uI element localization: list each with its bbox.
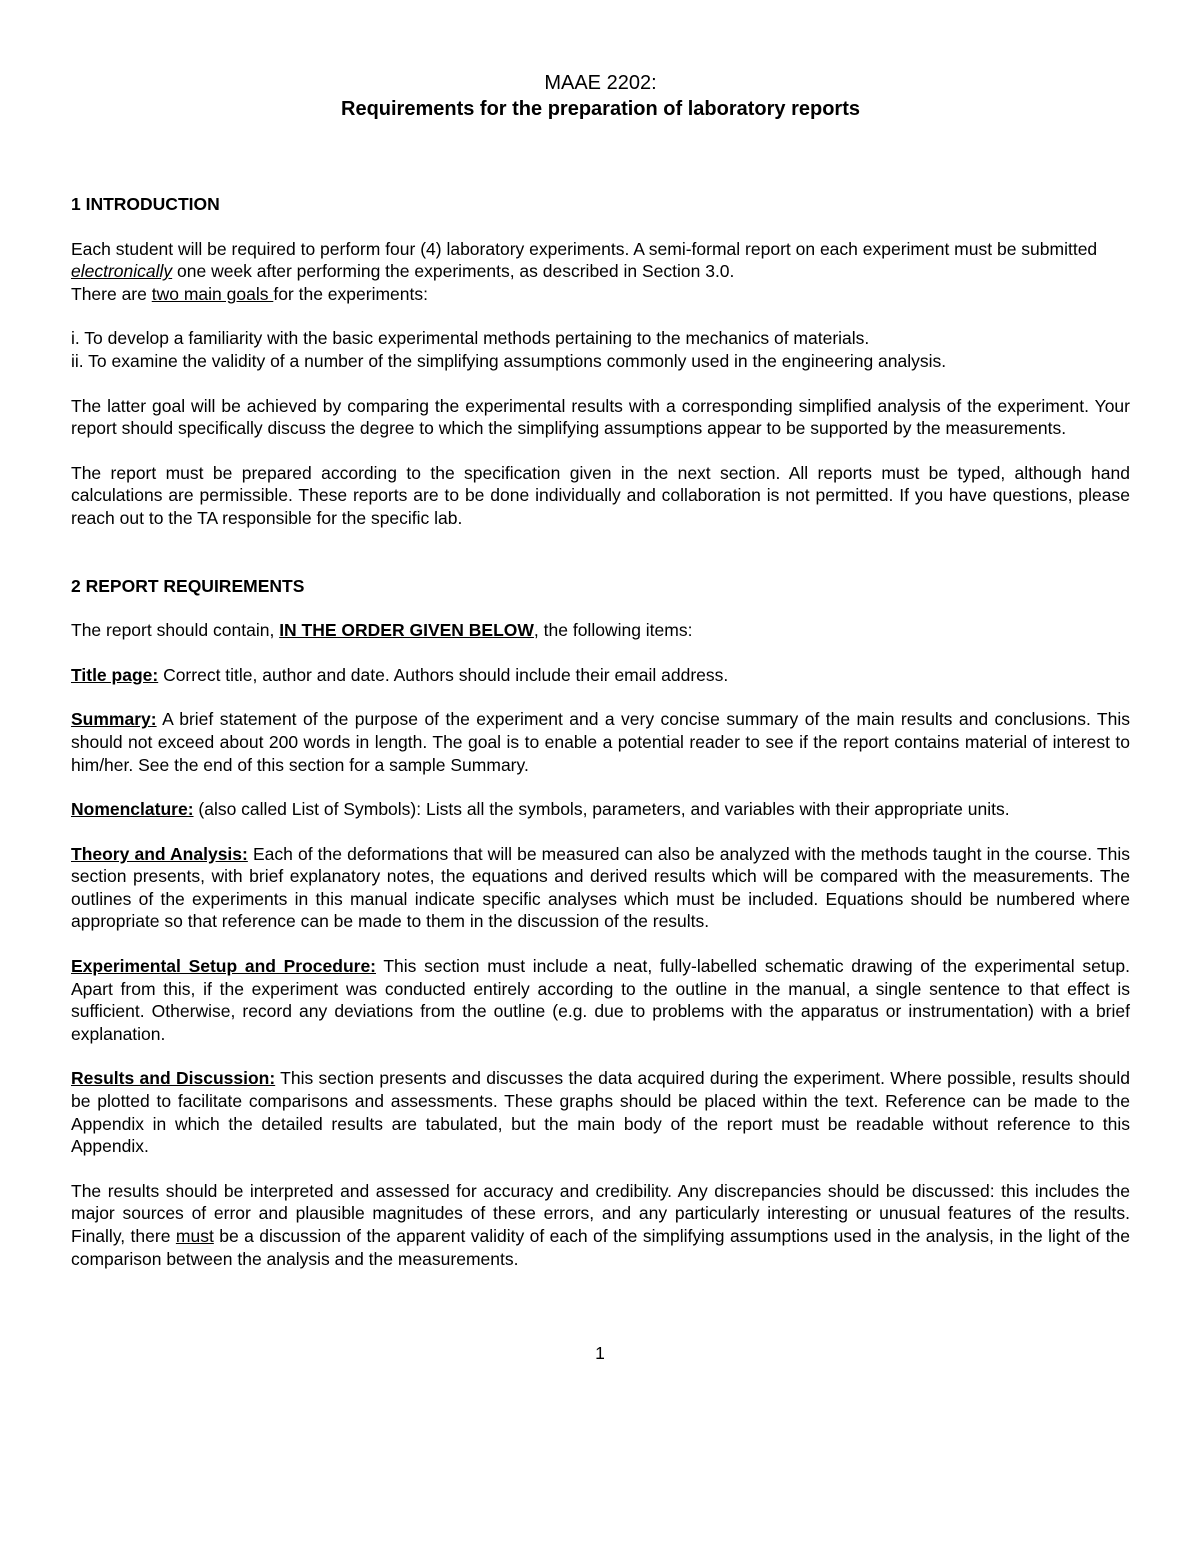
- item-experimental-setup: [71, 955, 1130, 1045]
- item-title-page: [71, 664, 1130, 687]
- report-intro-text-b: , the following items:: [533, 620, 693, 641]
- item-nomenclature: [71, 798, 1130, 821]
- intro-text-b: one week after performing the experiments, as described in Section 3.0.: [172, 261, 735, 282]
- item-text: This section must include a neat, fully-labelled schematic drawing of the experimental setup. Apart from this, if the experiment was conducted entirely according to the outline in the manual, a single sentence to that effect is sufficient. Otherwise, record any deviations from the outline (e.g. due to problems with the apparatus or instrumentation) with a brief explanation.: [71, 956, 1130, 1044]
- intro-paragraph: [71, 238, 1130, 306]
- title-block: [71, 70, 1130, 122]
- two-main-goals-underline: two main goals: [151, 283, 274, 304]
- electronically-emphasis: electronically: [71, 261, 173, 282]
- report-intro-text-a: The report should contain,: [71, 620, 280, 641]
- report-contents-intro: [71, 619, 1130, 642]
- final-text-a: The results should be interpreted and assessed for accuracy and credibility. Any discrepancies should be discussed: this includes the major sources of error and plausible magnitudes of these errors, and any particularly interesting or unusual features of the results. Finally, there: [71, 1180, 1130, 1246]
- section-2-heading: 2 REPORT REQUIREMENTS: [71, 575, 305, 596]
- final-text-b: be a discussion of the apparent validity of each of the simplifying assumptions used in the analysis, in the light of the comparison between the analysis and the measurements.: [71, 1226, 1130, 1269]
- item-label: Theory and Analysis:: [71, 843, 248, 864]
- item-theory-and-analysis: [71, 843, 1130, 933]
- document-title: Requirements for the preparation of laboratory reports: [341, 98, 860, 120]
- report-preparation-paragraph: The report must be prepared according to the specification given in the next section. All reports must be typed, although hand calculations are permissible. These reports are to be done individually and collaboration is not permitted. If you have questions, please reach out to the TA responsible for the specific lab.: [71, 462, 1130, 528]
- item-label: Title page:: [71, 664, 159, 685]
- item-label: Nomenclature:: [71, 799, 194, 820]
- item-label: Experimental Setup and Procedure:: [71, 956, 377, 977]
- item-text: Correct title, author and date. Authors should include their email address.: [158, 664, 729, 685]
- item-text: Each of the deformations that will be measured can also be analyzed with the methods taught in the course. This section presents, with brief explanatory notes, the equations and derived results which will be compared with the measurements. The outlines of the experiments in this manual indicate specific analyses which must be included. Equations should be numbered where appropriate so that reference can be made to them in the discussion of the results.: [71, 843, 1130, 932]
- item-text: A brief statement of the purpose of the experiment and a very concise summary of the main results and conclusions. This should not exceed about 200 words in length. The goal is to enable a potential reader to see if the report contains material of interest to him/her. See the end of this section for a sample Summary.: [71, 709, 1130, 775]
- page-number: 1: [595, 1343, 605, 1363]
- must-underline: must: [175, 1226, 214, 1246]
- latter-goal-paragraph: The latter goal will be achieved by comparing the experimental results with a corresponding simplified analysis of the experiment. Your report should specifically discuss the degree to which the simplifying assumptions appear to be supported by the measurements.: [71, 395, 1130, 439]
- goal-ii: ii. To examine the validity of a number of the simplifying assumptions commonly used in the engineering analysis.: [71, 350, 947, 371]
- item-results-and-discussion: [71, 1067, 1130, 1157]
- item-text: (also called List of Symbols): Lists all the symbols, parameters, and variables with their appropriate units.: [193, 799, 1010, 820]
- section-1-heading: 1 INTRODUCTION: [71, 194, 220, 214]
- results-interpretation-paragraph: [71, 1180, 1130, 1270]
- order-given-below-emphasis: IN THE ORDER GIVEN BELOW: [279, 620, 534, 641]
- goal-i: i. To develop a familiarity with the basic experimental methods pertaining to the mechanics of materials.: [71, 328, 870, 349]
- item-label: Results and Discussion:: [71, 1068, 276, 1089]
- item-text: This section presents and discusses the data acquired during the experiment. Where possible, results should be plotted to facilitate comparisons and assessments. These graphs should be placed within the text. Reference can be made to the Appendix in which the detailed results are tabulated, but the main body of the report must be readable without reference to this Appendix.: [71, 1068, 1131, 1157]
- goals-text-a: There are: [71, 283, 152, 304]
- goals-text-b: for the experiments:: [273, 283, 428, 304]
- course-code: MAAE 2202:: [544, 72, 657, 94]
- item-summary: [71, 708, 1130, 776]
- item-label: Summary:: [71, 709, 157, 730]
- document-page: [71, 70, 1130, 1270]
- intro-text-a: Each student will be required to perform four (4) laboratory experiments. A semi-formal report on each experiment must be submitted: [71, 238, 1098, 259]
